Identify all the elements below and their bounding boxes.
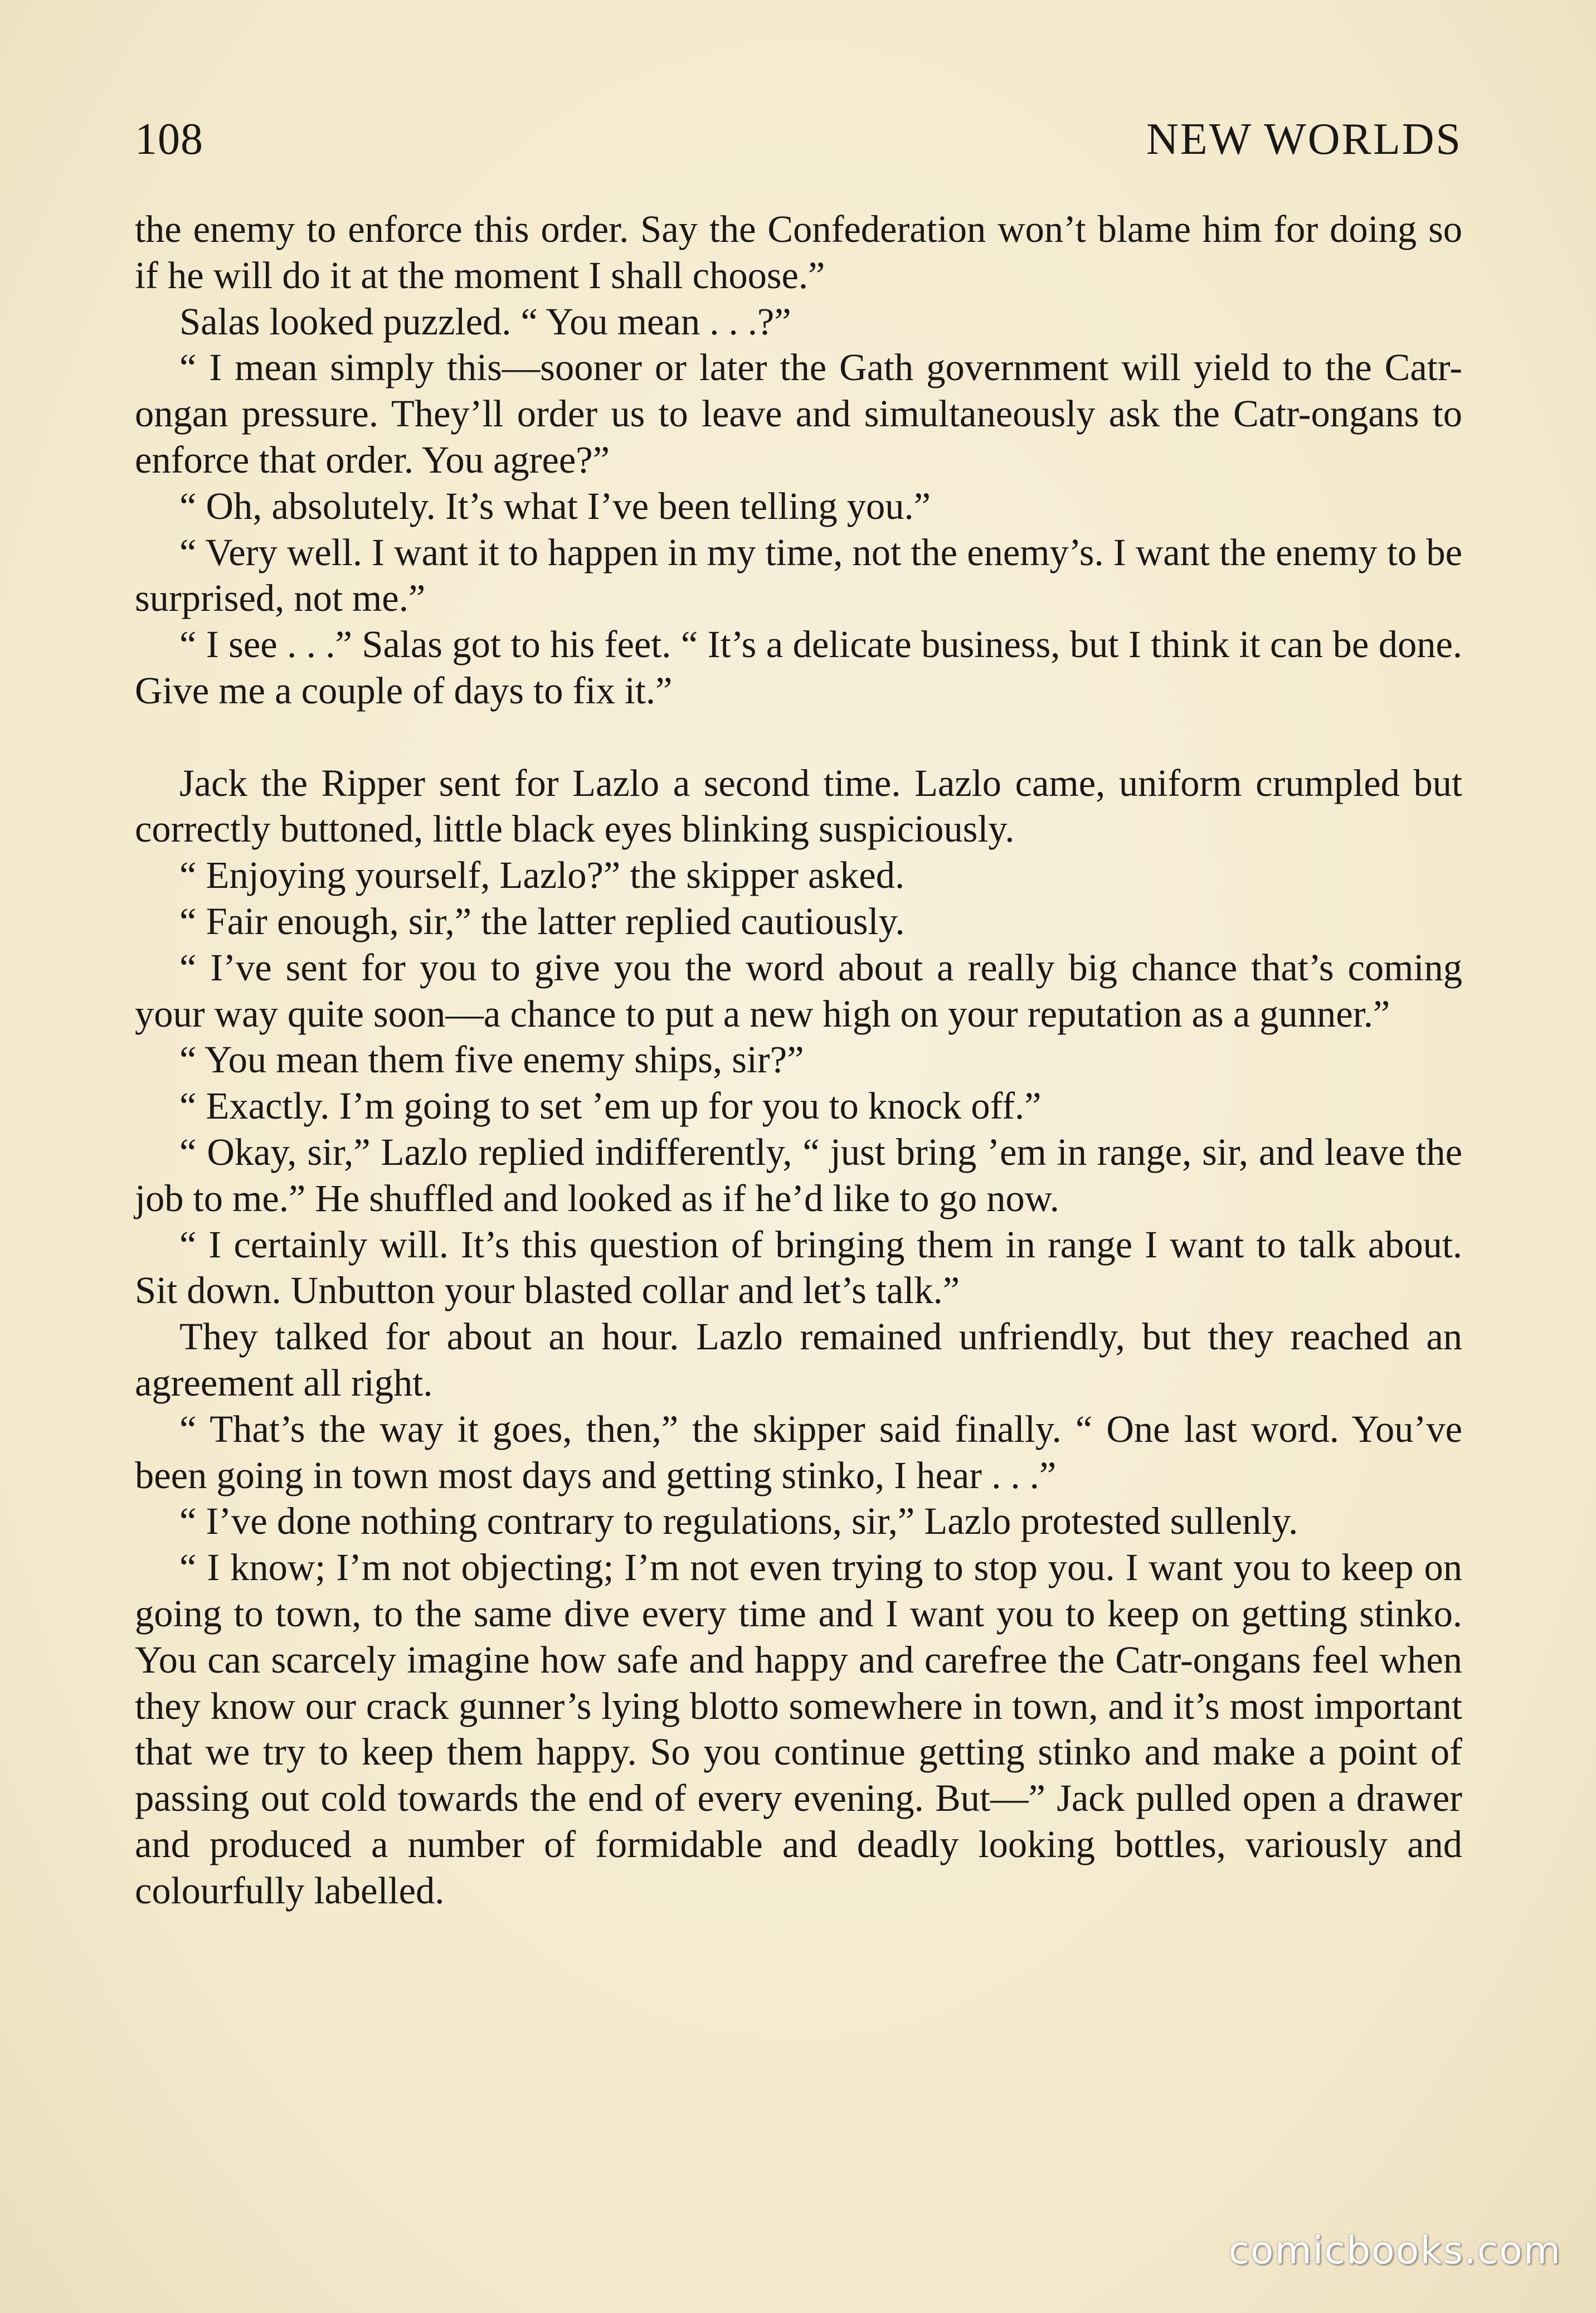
paragraph: “ I mean simply this—sooner or later the Gath government will yield to the Catr-ongan pressure. They’ll order us to leave and simultaneously ask the Catr-ongans to enforce that order. You agree?” <box>135 346 1462 481</box>
paragraph: “ I’ve done nothing contrary to regulations, sir,” Lazlo protested sullenly. <box>179 1500 1298 1543</box>
paragraph: “ I’ve sent for you to give you the word about a really big chance that’s coming your way quite soon—a chance to put a new high on your reputation as a gunner.” <box>135 946 1462 1035</box>
paragraph: “ I certainly will. It’s this question of bringing them in range I want to talk about. Sit down. Unbutton your blasted collar and let’s talk.” <box>135 1223 1462 1312</box>
paragraph: the enemy to enforce this order. Say the Confederation won’t blame him for doing so if he will do it at the moment I shall choose.” <box>135 208 1462 297</box>
paragraph: “ Very well. I want it to happen in my time, not the enemy’s. I want the enemy to be surprised, not me.” <box>135 531 1462 620</box>
paragraph: Salas looked puzzled. “ You mean . . .?” <box>179 300 791 343</box>
paragraph: “ I know; I’m not objecting; I’m not even trying to stop you. I want you to keep on going to town, to the same dive every time and I want you to keep on getting stinko. You can scarcely imagine how safe and happy and carefree the Catr-ongans feel when they know our crack gunner’s lying blotto somewhere in town, and it’s most important that we try to keep them happy. So you continue getting stinko and make a point of passing out cold towards the end of every evening. But—” Jack pulled open a drawer and produced a number of formidable and deadly looking bottles, variously and colourfully labelled. <box>135 1546 1462 1912</box>
paragraph: “ I see . . .” Salas got to his feet. “ It’s a delicate business, but I think it can be done. Give me a couple of days to fix it.” <box>135 623 1462 712</box>
page-number: 108 <box>135 115 203 164</box>
watermark: comicbooks.com <box>1228 2229 1561 2273</box>
paragraph: “ Okay, sir,” Lazlo replied indifferently, “ just bring ’em in range, sir, and leave the job to me.” He shuffled and looked as if he’d like to go now. <box>135 1130 1462 1219</box>
page-header <box>135 109 1462 170</box>
paragraph: “ Oh, absolutely. It’s what I’ve been telling you.” <box>179 484 931 527</box>
paragraph: “ That’s the way it goes, then,” the skipper said finally. “ One last word. You’ve been going in town most days and getting stinko, I hear . . .” <box>135 1407 1462 1496</box>
running-title: NEW WORLDS <box>1146 115 1462 164</box>
paragraph: “ You mean them five enemy ships, sir?” <box>179 1038 804 1081</box>
paragraph: “ Exactly. I’m going to set ’em up for you to knock off.” <box>179 1085 1042 1128</box>
paragraph: Jack the Ripper sent for Lazlo a second time. Lazlo came, uniform crumpled but correctly buttoned, little black eyes blinking suspiciously. <box>135 761 1462 851</box>
paragraph: “ Enjoying yourself, Lazlo?” the skipper asked. <box>179 854 905 897</box>
body-text <box>135 206 1462 1913</box>
paragraph: They talked for about an hour. Lazlo remained unfriendly, but they reached an agreement all right. <box>135 1315 1462 1404</box>
paragraph: “ Fair enough, sir,” the latter replied cautiously. <box>179 900 905 942</box>
section-break <box>135 714 1462 760</box>
